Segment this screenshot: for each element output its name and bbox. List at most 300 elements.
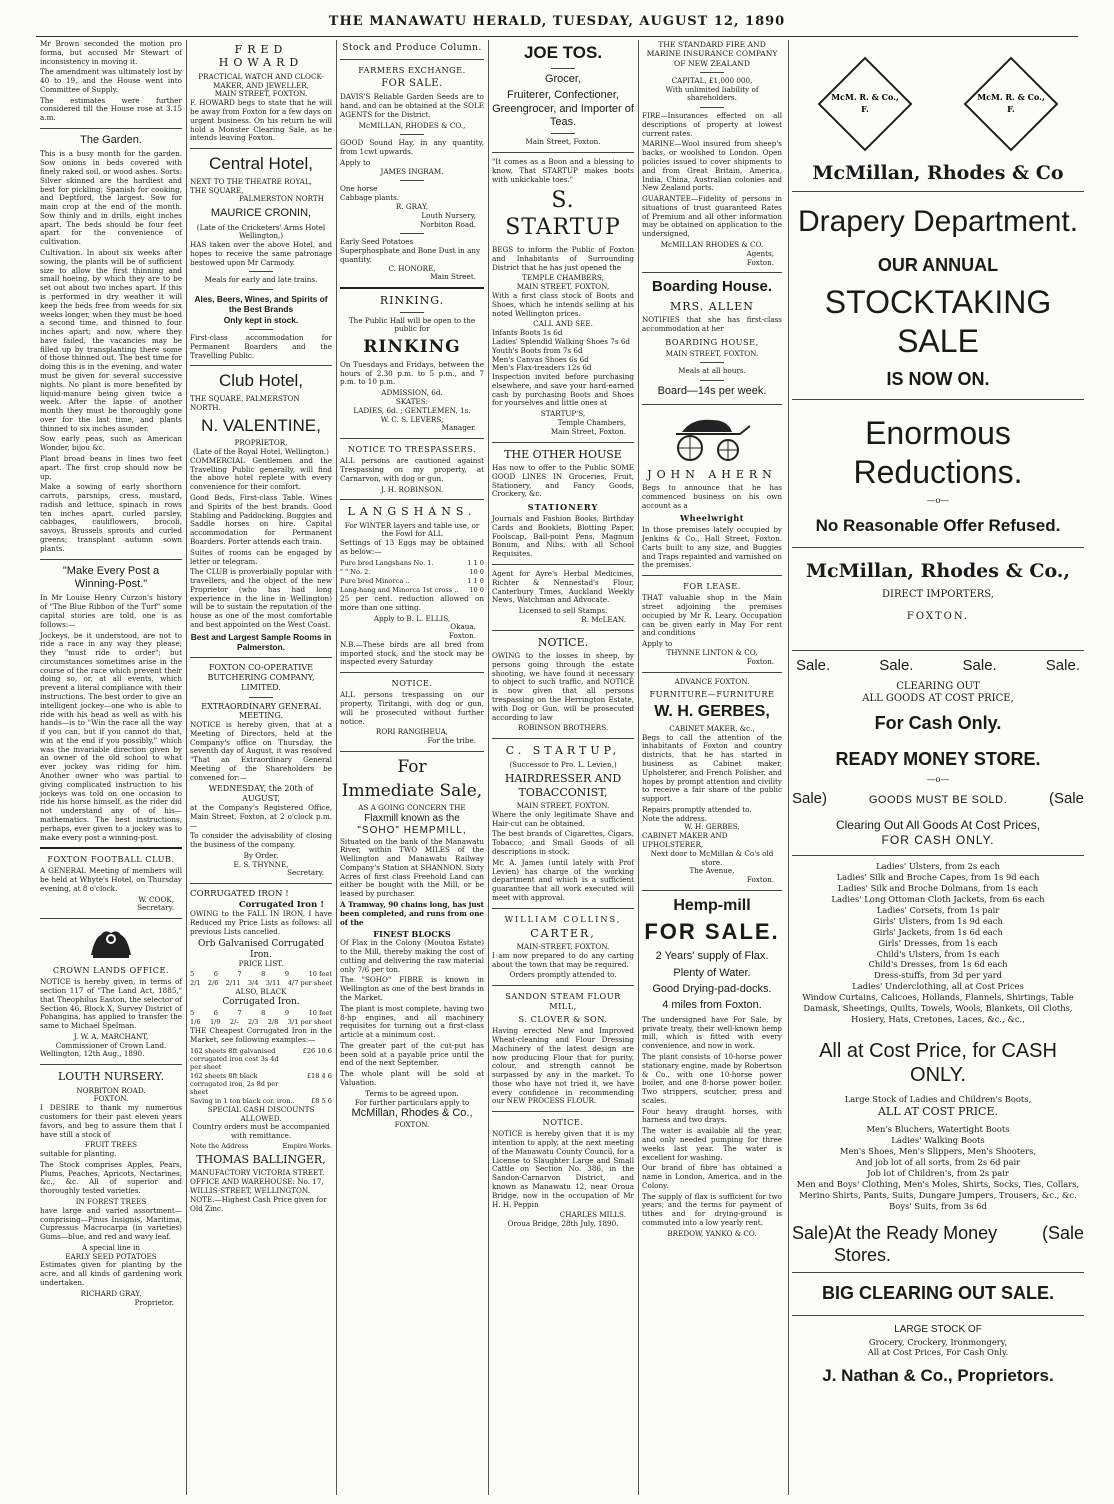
mill-text: Situated on the bank of the Manawatu River, within TWO MILES of the Wellington and Manawatu Railway Company's Station at SHANNON. Sixty Acres of first class Freehold Land can either be bought with the Mill, or be leased by purchaser.: [340, 836, 484, 899]
cash-only-heading: For Cash Only.: [874, 713, 1002, 734]
bredow-sign: BREDOW, YANKO & CO.: [667, 1228, 757, 1238]
egg-row: Pure bred Langshans No. 1. 1 1 0: [340, 558, 484, 567]
garden-para: Plant broad beans in lines two feet apart. The first crop should now be up.: [40, 454, 182, 481]
furniture-heading: FURNITURE—FURNITURE: [649, 689, 775, 700]
mcm-name: McMillan, Rhodes & Co.,: [351, 1107, 473, 1120]
saving-row: Saving in 1 ton black cor. iron.. £8 5 6: [190, 1096, 332, 1105]
carter-heading: CARTER,: [530, 926, 596, 940]
rangi-role: For the tribe.: [427, 736, 476, 746]
levers-sign: W. C. S. LEVERS,: [380, 414, 444, 424]
notice-heading: NOTICE.: [537, 635, 589, 649]
honore-sign: C. HONORE,: [388, 263, 436, 273]
crown-role: Commissioner of Crown Land.: [55, 1040, 167, 1050]
robinson-brothers: ROBINSON BROTHERS.: [517, 723, 609, 733]
grocery-text: Grocery, Crockery, Ironmongery,: [868, 1336, 1008, 1347]
club-hotel-heading: Club Hotel,: [218, 371, 304, 391]
boarding-heading: Boarding House.: [651, 278, 772, 296]
item-line: Men's Flax-treaders 12s 6d: [492, 363, 592, 373]
thynne-sign: THYNNE LINTON & CO,: [666, 647, 758, 657]
iron-heading: CORRUGATED IRON !: [190, 889, 289, 900]
davis-sign: McMILLAN, RHODES & CO.,: [358, 120, 466, 130]
clearing-text: CLEARING OUT: [896, 680, 980, 692]
enormous-heading: Enormous Reductions.: [853, 414, 1023, 490]
boots-line: Men's Bluchers, Watertight Boots: [866, 1124, 1010, 1135]
coop-sign: E. S. THYNNE,: [233, 859, 289, 869]
lease-text: THAT valuable shop in the Main street adjoining the premises occupied by Mr R. Leary. Occupation can be given early in May For rent and conditions: [642, 593, 782, 638]
valentine-name: N. VALENTINE,: [201, 415, 321, 435]
trademark-row: [792, 56, 1084, 152]
item-line: Men's Canvas Shoes 6s 6d: [492, 354, 589, 364]
coop-meeting: EXTRAORDINARY GENERAL MEETING.: [201, 701, 321, 721]
settings-text: Settings of 13 Eggs may be obtained as below:—: [340, 538, 484, 557]
egg-row: Pure bred Minorca .. 1 1 0: [340, 576, 484, 585]
lease-heading: FOR LEASE.: [683, 581, 741, 592]
ellis-sign: Apply to B. L. ELLIS,: [373, 613, 451, 623]
grocer-text: Grocer,: [544, 72, 582, 85]
goods-line: Girls' Jackets, from 1s 6d each: [873, 926, 1003, 937]
clover-heading: S. CLOVER & SON.: [518, 1014, 608, 1025]
temple-text: TEMPLE CHAMBERS,: [522, 273, 604, 283]
louth-para: FRUIT TREES: [85, 1140, 137, 1150]
louth-para: Estimates given for planting by the acre, and all kinds of gardening work undertaken.: [40, 1260, 182, 1288]
svg-text:F.: F.: [861, 104, 869, 114]
note-address: Note the Address Empire Works.: [190, 1142, 332, 1151]
water-text2: The water is available all the year, and only needed pumping for three weeks last year. The water is excellent for washing.: [642, 1126, 782, 1162]
concern-text: AS A GOING CONCERN THE: [358, 803, 466, 813]
louth-road: NORBITON ROAD.: [76, 1085, 146, 1095]
mills-date: Oroua Bridge, 28th July, 1890.: [507, 1219, 619, 1229]
mcm2-heading: McMillan, Rhodes & Co.,: [805, 560, 1071, 583]
sample-rooms: Best and Largest Sample Rooms in Palmerston.: [190, 631, 332, 653]
notice-text: ALL persons trespassing on our property, Tiritangi, with dog or gun, will be prosecuted without further notice.: [340, 690, 484, 726]
football-role: Secretary.: [137, 903, 174, 913]
crown-text: NOTICE is hereby given, in terms of section 117 of "The Land Act, 1885," that Theophilus Easton, the selector of Section 46, Block X, Survey District of Pohangina, has applied to transfer the same to Michael Spelman.: [40, 977, 182, 1031]
greater-text: The greater part of the cut-put has been sold at a payable price until the end of the next September.: [340, 1040, 484, 1068]
central-hotel-heading: Central Hotel,: [209, 154, 313, 174]
seed-text: Early Seed Potatoes: [340, 237, 414, 247]
meals-all: Meals at all hours.: [678, 366, 746, 376]
club-para: COMMERCIAL Gentlemen and the Travelling Public generally, will find the above hotel replete with every convenience for their comfort.: [190, 455, 332, 492]
startups-street: Main Street, Foxton.: [550, 426, 626, 436]
flax-text: Of Flax in the Colony (Moutoa Estate) to the Mill, thereby making the cost of cutting and delivering the raw material only 7/6 per ton.: [340, 938, 484, 974]
crown-date: Wellington, 12th Aug., 1890.: [40, 1049, 145, 1059]
notice-heading: NOTICE.: [391, 678, 433, 689]
plant-text: The plant is most complete, having two 8-hp engines, and all machinery requisites for turning out a first-class article at a minimum cost.: [340, 1003, 484, 1040]
foxton-text: FOXTON.: [906, 611, 970, 623]
hempmill-heading: Hemp-mill: [673, 896, 751, 914]
garden-para: Sow early peas, such as American Wonder, bijou &c.: [40, 434, 182, 453]
feet-row: 5 6 7 8 9 10 feet: [190, 970, 332, 979]
football-heading: FOXTON FOOTBALL CLUB.: [47, 854, 175, 865]
goods-line: Dress-stuffs, from 3d per yard: [874, 970, 1002, 981]
fibre-text: The "SOHO" FIBRE is known in Wellington as one of the best brands in the Market.: [340, 975, 484, 1003]
valentine-role: PROPRIETOR,: [234, 438, 288, 448]
trademark-diamond-icon: [963, 56, 1059, 152]
louth-town: FOXTON.: [93, 1094, 129, 1104]
louth-para: EARLY SEED POTATOES: [65, 1251, 157, 1261]
ballinger-name: THOMAS BALLINGER,: [196, 1153, 326, 1167]
goods-line: Ladies' Ulsters, from 2s each: [876, 861, 1000, 872]
ellis-town: Foxton.: [448, 631, 476, 641]
crown-heading: CROWN LANDS OFFICE.: [52, 965, 170, 976]
terms-text: Terms to be agreed upon.: [365, 1088, 459, 1098]
howard-name: FRED HOWARD: [218, 43, 304, 70]
tramway-text: A Tramway, 90 chains long, has just been completed, and runs from one of the: [340, 899, 484, 927]
brand-text: Our brand of fibre has obtained a name in London, America, and in the Colony.: [642, 1163, 782, 1190]
goods-line: Child's Ulsters, from 1s each: [876, 948, 1000, 959]
hemp-text: The undersigned have For Sale, by private treaty, their well-known hemp mill, which is fitted with every convenience, and now in work.: [642, 1014, 782, 1051]
trespass-text: ALL persons are cautioned against Trespassing on my property, at Carnarvon, with dog or gun.: [340, 456, 484, 483]
drying-text: Good Drying-pad-docks.: [652, 983, 772, 996]
marine-text: MARINE—Wool insured from sheep's backs, or woolshed to London. Open policies issued to cover shipments to and from Great Britain, America, India, China, Australian colonies and New Zealand ports.: [642, 139, 782, 193]
wheelwright-heading: Wheelwright: [679, 513, 745, 524]
stocktaking-heading: STOCKTAKING SALE: [824, 283, 1052, 359]
sandon-heading: SANDON STEAM FLOUR MILL,: [505, 991, 621, 1012]
inspection-text: Inspection invited before purchasing elsewhere, and save your hard-earned cash by purchasing Boots and Shoes for yourselves and little ones at: [492, 372, 634, 408]
club-para: Good Beds. First-class Table. Wines and Spirits of the best brands. Good Stabling and Paddocking. Buggies and Saddle horses on hire. Capital accommodation for Permanent Boarders. Porter attends each train.: [190, 493, 332, 546]
forsale-heading: FOR SALE.: [381, 77, 443, 89]
for-heading: For: [397, 756, 427, 777]
cstartup-heading: C. STARTUP,: [505, 744, 621, 758]
sale-word: Sale.: [879, 656, 914, 674]
sale-word: Sale.: [962, 656, 997, 674]
drapery-heading: Drapery Department.: [797, 205, 1079, 239]
boarding-house: BOARDING HOUSE,: [665, 336, 759, 347]
agents-role: Agents,: [746, 248, 774, 258]
begs-text: BEGS to inform the Public of Foxton and Inhabitants of Surrounding District that he has just opened the: [492, 245, 634, 272]
firstclass-text: First-class accommodation for Permanent Boarders and the Travelling Public.: [190, 332, 332, 360]
price-row: 2/1 2/6 2/11 3/4 3/11 4/7 per sheet: [190, 979, 332, 988]
crown-sign: J. W. A. MARCHANT,: [73, 1031, 149, 1041]
discounts: SPECIAL CASH DISCOUNTS ALLOWED.: [207, 1104, 315, 1123]
robinson-sign: J. H. ROBINSON.: [380, 484, 444, 494]
orders-text: Orders promptly attended to.: [509, 970, 617, 980]
item-line: Youth's Boots from 7s 6d: [492, 345, 583, 355]
apply-text: Apply to: [340, 157, 371, 167]
item-line: Infants Boots 1s 6d: [492, 328, 563, 338]
cash-only2-text: FOR CASH ONLY.: [881, 832, 995, 847]
whole-text: The whole plant will be sold at Valuation.: [340, 1069, 484, 1088]
startups-name: STARTUP'S,: [540, 409, 586, 419]
mcm-town: FOXTON.: [394, 1119, 430, 1129]
goods-line: Ladies' Long Ottoman Cloth Jackets, from 6s each: [831, 893, 1045, 904]
central-town: PALMERSTON NORTH: [239, 194, 324, 204]
note-addr: Note the address.: [642, 813, 707, 823]
goods-line: Girls' Dresses, from 1s each: [878, 937, 998, 948]
boots-line: Men and Boys' Clothing, Men's Moles, Shirts, Socks, Ties, Collars,: [796, 1178, 1080, 1189]
skates: SKATES:: [395, 397, 429, 407]
svg-text:F.: F.: [1007, 104, 1015, 114]
large-stock-text: Large Stock of Ladies and Children's Boots,: [844, 1093, 1032, 1104]
gray-addr: Louth Nursery,: [421, 210, 476, 220]
coop-role: Secretary.: [287, 868, 324, 878]
notice2-text: NOTICE is hereby given that it is my intention to apply, at the next meeting of the Manawatu County Council, for a License to Slaughter Large and Small Cattle on Section No. 386, in the Sandon-Carnarvon District, and known as Manawatu 12, near Oroua Bridge, now in the occupation of Mr H. H. Peppin: [492, 1129, 634, 1209]
boots-line: Boys' Suits, from 3s 6d: [889, 1200, 987, 1211]
masthead: THE MANAWATU HERALD, TUESDAY, AUGUST 12, 1890: [328, 14, 786, 29]
louth-para: have large and varied assortment—comprising—Pinus Insignis, Maritima, Cupressus Macrocarpa (in varieties) Gums—blue, and red and wavy leaf.: [40, 1205, 182, 1242]
central-next: NEXT TO THE THEATRE ROYAL,: [190, 176, 312, 186]
sandon-text: Having erected New and Improved Wheat-cleaning and Flour Dressing Machinery of the latest design are now producing Flour that for purity, colour, and strength cannot be surpassed by any in the market. To those who have not tried it, we have every confidence in recommending our NEW PROCESS FLOUR.: [492, 1026, 634, 1106]
rinking-big: RINKING: [363, 337, 461, 358]
goods-line: Ladies' Underclothing, all at Cost Prices: [852, 981, 1024, 992]
cronin-name: MAURICE CRONIN,: [210, 207, 312, 220]
garden-heading: The Garden.: [80, 134, 142, 147]
collins-heading: WILLIAM COLLINS,: [504, 913, 622, 924]
gerbes2-role: CABINET MAKER AND UPHOLSTERER,: [642, 831, 728, 849]
sale-word: Sale.: [796, 656, 831, 674]
orb-title: Orb Galvanised Corrugated Iron.: [198, 938, 324, 960]
ahern-text: Begs to announce that he has commenced business on his own account as a: [642, 483, 782, 510]
importers-text: DIRECT IMPORTERS,: [882, 589, 994, 601]
lease-apply: Apply to: [642, 639, 673, 649]
stock-heading: Stock and Produce Column.: [342, 43, 482, 53]
startups-addr: Temple Chambers,: [557, 417, 626, 427]
example-row: 162 sheets 8ft black corrugated iron, 2s 8d per sheet £18 4 6: [190, 1071, 332, 1096]
other-house-heading: THE OTHER HOUSE: [504, 447, 622, 461]
supply-text: 2 Years' supply of Flax.: [655, 950, 769, 963]
column-6: [788, 40, 1088, 1495]
only-stock: Only kept in stock.: [223, 314, 299, 325]
licensed-text: Licensed to sell Stamps.: [518, 606, 608, 616]
capital-text: CAPITAL, £1,000 000,: [671, 75, 753, 85]
nb-text: N.B.—These birds are all bred from imported stock, and the stock may be inspected every Saturday: [340, 639, 484, 667]
hay-text: GOOD Sound Hay, in any quantity, from 1cwt upwards.: [340, 138, 484, 157]
carriage-icon: [662, 410, 762, 464]
louth-para: I DESIRE to thank my numerous customers for their past eleven years favors, and beg to assure them that I have still a stock of: [40, 1103, 182, 1139]
thynne-town: Foxton.: [746, 656, 774, 666]
ballinger-note: NOTE.—Highest Cash Price given for Old Zinc.: [190, 1194, 327, 1213]
fire-text: FIRE—Insurances effected on all descriptions of property at lowest current rates.: [642, 111, 782, 138]
further-text: For further particulars apply to: [354, 1097, 470, 1107]
howard-text: F. HOWARD begs to state that he will be away from Foxton for a few days on urgent business. On his return he will hold a Monster Clearing Sale, as he intends leaving Foxton.: [190, 98, 332, 143]
other-text: Has now to offer to the Public SOME GOOD LINES IN Groceries, Fruit, Stationery, and Fancy Goods, Crockery, &c.: [492, 462, 634, 499]
gray-sign: R. GRAY,: [395, 201, 429, 211]
garden-para: This is a busy month for the garden. Sow onions in beds covered with finely raked soil, or wood ashes. Sorts: Silver skinned are the hardiest and best for pickling; Spanish for cooking, and Deptford, the largest. Sow for main crop at the end of the month. Sow thinly and in drills, eight inches apart. The beds should be four feet apart for the convenience of cultivation.: [40, 149, 182, 247]
gerbes-text: Begs to call the attention of the inhabitants of Foxton and country districts, that he has started in business as Cabinet maker, Upholsterer, and French Polisher, and hopes by prompt attention and civility to receive a fair share of the public support.: [642, 732, 782, 804]
all-cost3-text: All at Cost Prices, For Cash Only.: [867, 1347, 1009, 1358]
valentine-late: (Late of the Royal Hotel, Wellington.): [192, 447, 329, 457]
flaxmill-text: Flaxmill known as the: [364, 813, 460, 825]
successor-text: (Successor to Pro. L. Levien,): [509, 759, 617, 769]
liability-text: With unlimited liability of shareholders.: [665, 84, 759, 103]
mainst-text: MAIN STREET, FOXTON,: [516, 282, 610, 292]
nathan-heading: J. Nathan & Co., Proprietors.: [822, 1366, 1054, 1386]
iron-text: OWING to the FALL IN IRON, I have Reduced my Price Lists as follows: all previous Lists cancelled.: [190, 909, 332, 936]
svg-text:McM. R. & Co.,: McM. R. & Co.,: [831, 92, 899, 102]
call-text: CALL AND SEE.: [533, 319, 593, 329]
cronin-text: HAS taken over the above Hotel, and hopes to receive the same patronage bestowed upon Mr Carmody.: [190, 240, 332, 267]
notice2-heading: NOTICE.: [542, 1117, 584, 1128]
collins-addr: MAIN-STREET, FOXTON.: [516, 942, 610, 952]
louth-role: Proprietor.: [134, 1297, 174, 1307]
louth-para: suitable for planting.: [40, 1149, 117, 1159]
agents-sign: McMILLAN RHODES & CO.: [660, 240, 764, 250]
price-label: PRICE LIST.: [238, 959, 284, 969]
rinking-days: On Tuesdays and Fridays, between the hours of 2.30 p.m. to 5 p.m., and 7 p.m. to 10 p.m.: [340, 359, 484, 387]
ales-text: Ales, Beers, Wines, and Spirits of the Best Brands: [194, 294, 328, 315]
iron-heading-2: Corrugated Iron !: [238, 899, 324, 910]
egg-row: Lang-hang and Minorca 1st cross .. 10 0: [340, 585, 484, 594]
black-title: ALSO, BLACK: [235, 987, 287, 997]
ingram-sign: JAMES INGRAM.: [380, 166, 444, 176]
all-cost-heading: All at Cost Price, for CASH ONLY.: [819, 1040, 1057, 1087]
sale-row: [796, 657, 1080, 675]
trespass-heading: NOTICE TO TRESPASSERS.: [347, 444, 477, 455]
miles-text: 4 miles from Foxton.: [662, 999, 762, 1012]
club-addr: THE SQUARE, PALMERSTON NORTH.: [190, 394, 300, 412]
hempmill-forsale: FOR SALE.: [644, 919, 780, 945]
main-street: Main Street, Foxton.: [525, 137, 601, 147]
ballinger-addr: MANUFACTORY VICTORIA STREET. OFFICE AND WAREHOUSE: No. 17, WILLIS-STREET, WELLINGTON.: [190, 1168, 325, 1196]
notice-text: OWING to the losses in sheep, by persons going through the estate shooting, we have found it necessary to object to such traffic, and NOTICE is now given that all persons trespassing on the Herrington Estate, with Dog or Gun, will be prosecuted according to law: [492, 651, 634, 722]
james-text: Mr. A. James (until lately with Prof Levien) has charge of the working department and which is a sufficient guarantee that all work executed will meet with approval.: [492, 857, 634, 902]
item-line: Ladies' Splendid Walking Shoes 7s 6d: [492, 336, 630, 346]
sale-paren-row: Sale) GOODS MUST BE SOLD. (Sale: [792, 789, 1084, 807]
club-para: Suites of rooms can be engaged by letter or telegram.: [190, 547, 332, 566]
ahern-text2: In those premises lately occupied by Jenkins & Co., Hall Street, Foxton. Carts built to any size, and Buggies and Traps repainted and varnished on the premises.: [642, 525, 782, 570]
football-sign: W. COOK,: [138, 894, 174, 904]
mcm-heading: McMillan, Rhodes & Co: [812, 162, 1064, 184]
masthead-rule: [36, 36, 1078, 37]
super-text: Superphosphate and Bone Dust in any quantity.: [340, 246, 481, 264]
immediate-heading: Immediate Sale,: [341, 780, 483, 801]
cheapest-text: THE Cheapest Corrugated Iron in the Market, see following examples:—: [190, 1026, 332, 1044]
langshans-heading: LANGSHANS.: [347, 505, 477, 519]
ready-money-heading: READY MONEY STORE.: [835, 749, 1041, 770]
trademark-diamond-icon: [817, 56, 913, 152]
finest-blocks: FINEST BLOCKS: [373, 929, 451, 940]
louth-sign: RICHARD GRAY.: [80, 1288, 142, 1298]
rinking-text: The Public Hall will be open to the public for: [348, 315, 476, 334]
agents-town: Foxton.: [746, 257, 774, 267]
allen-text: NOTIFIES that she has first-class accommodation at her: [642, 315, 782, 333]
boots-line: And job lot of all sorts, from 2s 6d pair: [855, 1156, 1021, 1167]
avenue-town: Foxton.: [746, 875, 774, 885]
coop-text2: at the Company's Registered Office, Main Street, Foxton, at 2 o'clock p.m.—: [190, 802, 332, 830]
honore-addr: Main Street.: [430, 272, 476, 282]
exchange-heading: FARMERS EXCHANGE.: [358, 64, 466, 75]
hairdresser-heading: HAIRDRESSER AND TOBACCONIST,: [504, 772, 622, 799]
next-door: Next door to McMillan & Co's old store.: [650, 848, 774, 867]
svg-text:McM. R. & Co.,: McM. R. & Co.,: [977, 92, 1045, 102]
large-stock2-text: LARGE STOCK OF: [894, 1324, 982, 1336]
winning-para: Jockeys, be it understood, are not to ride a race in any way they please; they "must ride to order"; but circumstances sometimes arise in the course of the race which prevent their doing so, or, at all events, which prevent a literal compliance with their instructions. The best order to give an intelligent jockey—one who is able to ride with his head as well as with his hands—is to "Win the race all the way if you can, but if you cannot do that, win at the end if you possibly," which was the invariable direction given by an owner of the old school to what ever jockey was riding for him. Another owner who was partial to giving complicated instruction to his jockeys was told on one occasion to ride his horse himself, as the rider did not understand any of of his—mathematics. The best instructions, perhaps, ever given to a jockey was to make every post a winning-post.: [40, 630, 182, 842]
black-feet-row: 5 6 7 8 9 10 feet: [190, 1009, 332, 1018]
goods-line: Window Curtains, Calicoes, Hollands, Flannels, Shirtings, Table Damask, Sheetings, Quilts, Towels, Wools, Blankets, Oil Cloths, Hosiery, Hats, Cretones, Laces, &c., &c.,: [802, 992, 1074, 1025]
avenue-text: The Avenue,: [689, 866, 735, 876]
football-text: A GENERAL Meeting of members will be held at Whyte's Hotel, on Thursday evening, at 8 o'clock.: [40, 866, 182, 893]
boon-text: "It comes as a Boon and a blessing to know, That STARTUP makes boots with unkickable toes.": [492, 157, 634, 184]
flax-supply: The supply of flax is sufficient for two years; and the terms for payment of tithes and for drying-ground is commuted into a low yearly rent.: [642, 1191, 782, 1228]
goods-line: Ladies' Silk and Broche Dolmans, from 1s each: [837, 883, 1039, 894]
goods-line: Ladies' Silk and Broche Capes, from 1s 9d each: [836, 872, 1040, 883]
country-orders: Country orders must be accompanied with remittance.: [192, 1122, 330, 1141]
now-on-heading: IS NOW ON.: [886, 368, 990, 389]
column-1: [36, 40, 186, 1495]
cabbage-text: Cabbage plants.: [340, 193, 400, 203]
annual-heading: OUR ANNUAL: [877, 254, 999, 275]
goods-line: Ladies' Corsets, from 1s pair: [876, 904, 1000, 915]
horses-text: Four heavy draught horses, with harness and two drays.: [642, 1106, 782, 1125]
intro-para: The estimates were further considered till the House rose at 3.15 a.m.: [40, 95, 182, 123]
gerbes-heading: W. H. GERBES,: [654, 703, 770, 721]
louth-heading: LOUTH NURSERY.: [57, 1070, 165, 1084]
column-5: [638, 40, 786, 1495]
garden-para: Make a sowing of early shorthorn carrots, parsnips, cress, mustard, radish and lettuce, spinach in rows ten inches apart, curled parsley, cabbages, cauliflowers, brocoli, savoys, Brussels sprouts and curled greens; transplant autumn sown plants.: [40, 482, 182, 553]
meals-text: Meals for early and late trains.: [204, 275, 318, 285]
intro-para: The amendment was ultimately lost by 40 to 19, and the House went into Committee of Supply.: [40, 67, 182, 94]
louth-para: A special line in: [82, 1242, 140, 1252]
soho-text: "SOHO" HEMPMILL,: [357, 825, 467, 837]
no-offer-heading: No Reasonable Offer Refused.: [815, 516, 1061, 536]
column-3: [336, 40, 488, 1495]
stationery-heading: STATIONERY: [527, 502, 599, 513]
ellis-place: Okaua,: [450, 622, 476, 632]
black-price-row: 1/6 1/9 2/- 2/3 2/8 3/1 per sheet: [190, 1018, 332, 1027]
standard-heading: THE STANDARD FIRE AND MARINE INSURANCE COMPANY OF NEW ZEALAND: [646, 40, 778, 68]
fruiterer-text: Fruiterer, Confectioner, Greengrocer, and Importer of Teas.: [492, 89, 634, 128]
levers-role: Manager.: [441, 423, 476, 433]
agent-text: Agent for Ayre's Herbal Medicines, Richter & Nennestad's Flour, Canterbury Times, Auckland Weekly News, Watchman and Advocate.: [492, 568, 634, 605]
cost-price-text: ALL GOODS AT COST PRICE,: [862, 693, 1014, 705]
collins-text: I am now prepared to do any carting about the town that may be required.: [492, 950, 634, 969]
winning-para: In Mr Louise Henry Curzon's history of "The Blue Ribbon of the Turf" some capital stories are told, one is as follows:—: [40, 593, 182, 629]
louth-para: The Stock comprises Apples, Pears, Plums, Peaches, Apricots, Nectarines, &c., &c. All of superior and thoroughly tested varieties.: [40, 1159, 182, 1196]
allen-name: MRS. ALLEN: [670, 299, 754, 313]
central-square: THE SQUARE,: [190, 185, 244, 195]
water-text: Plenty of Water.: [673, 966, 751, 979]
royal-arms-icon: [87, 925, 135, 959]
allen-addr: MAIN STREET, FOXTON.: [665, 348, 759, 358]
rinking-heading: RINKING.: [379, 294, 445, 308]
shave-text: Where the only legitimate Shave and Hair-cut can be obtained.: [492, 809, 634, 828]
goods-line: Child's Dresses, from 1s 6d each: [868, 959, 1008, 970]
horse-text: One horse: [340, 184, 378, 194]
column-4: [488, 40, 638, 1495]
coop-text3: To consider the advisability of closing the business of the company.: [190, 831, 332, 850]
startup-heading: S. STARTUP: [505, 188, 621, 241]
plant-text: The plant consists of 10-horse power stationary engine, made by Robertson & Co., with one 10-horse power boiler, and one 8-horse power boiler. Two strippers, scutcher, press and scales.: [642, 1051, 782, 1105]
coop-text: NOTICE is hereby given, that at a Meeting of Directors, held at the Company's office on Thursday, the seventh day of August, it was resolved "That an Extraordinary General Meeting of the Shareholders be convened for:—: [190, 720, 332, 782]
advance-text: ADVANCE FOXTON.: [674, 676, 750, 686]
ahern-heading: JOHN AHERN: [647, 467, 777, 481]
gray-road: Norbiton Road.: [420, 219, 476, 229]
goods-line: Girls' Ulsters, from 1s 9d each: [873, 915, 1003, 926]
big-clearing-heading: BIG CLEARING OUT SALE.: [821, 1283, 1054, 1304]
egg-row: " " No. 2. 10 0: [340, 567, 484, 576]
garden-para: Cultivation. In about six weeks after sowing, the plants will be of sufficient size to allow the first thinning and small hoeing, by which they are to be set out about two inches apart. If this is performed in dry weather it will keep the beds free from weeds for six weeks longer, when they must be hoed a second time, and thinned to four inches apart; and now, where they have failed, the vacancies may be filled up by transplanting there some of those thinned out. The best time for doing this is in the evening, and water must be given for several successive nights. No plant is more benefited by liquid-manure being given twice a week. After the lapse of another month they must be thoroughly gone over for the last time, and plants thinned to six inches asunder.: [40, 248, 182, 433]
guarantee-text: GUARANTEE—Fidelity of persons in situations of trust guaranteed Rates of Premium and all other information may be obtained on application to the undersigned,: [642, 194, 782, 239]
gerbes-role: CABINET MAKER, &c.,: [669, 723, 755, 733]
howard-addr: MAIN STREET, FOXTON.: [214, 89, 308, 99]
coop-order: By Order,: [243, 850, 279, 860]
boots-line: Men's Shoes, Men's Slippers, Men's Shooters,: [839, 1145, 1037, 1156]
black-title-2: Corrugated Iron.: [222, 997, 300, 1008]
skates-price: LADIES, 6d. ; GENTLEMEN, 1s.: [353, 405, 471, 415]
example-row: 162 sheets 8ft galvanised corrugated iron cost 3s 4d per sheet £26 10 6: [190, 1046, 332, 1071]
intro-para: Mr Brown seconded the motion pro forma, but accused Mr Stewart of inconsistency in moving it.: [40, 40, 182, 66]
mclean-sign: R. McLEAN.: [581, 614, 626, 624]
cronin-late: (Late of the Cricketers' Arms Hotel Wellington,): [196, 222, 326, 241]
divider: —o—: [926, 495, 950, 506]
howard-trade: PRACTICAL WATCH AND CLOCK-MAKER, AND JEWELLER,: [198, 71, 324, 90]
divider: —o—: [926, 775, 950, 786]
reduction-text: 25 per cent. reduction allowed on more than one sitting.: [340, 593, 484, 612]
davis-text: DAVIS'S Reliable Garden Seeds are to hand, and can be obtained at the SOLE AGENTS for the District.: [340, 92, 484, 119]
brands-text: The best brands of Cigarettes, Cigars, Tobacco, and Small Goods of all descriptions in stock.: [492, 829, 634, 857]
boots-line: Job lot of Children's, from 2s pair: [867, 1167, 1009, 1178]
louth-para: IN FOREST TREES: [75, 1197, 147, 1206]
